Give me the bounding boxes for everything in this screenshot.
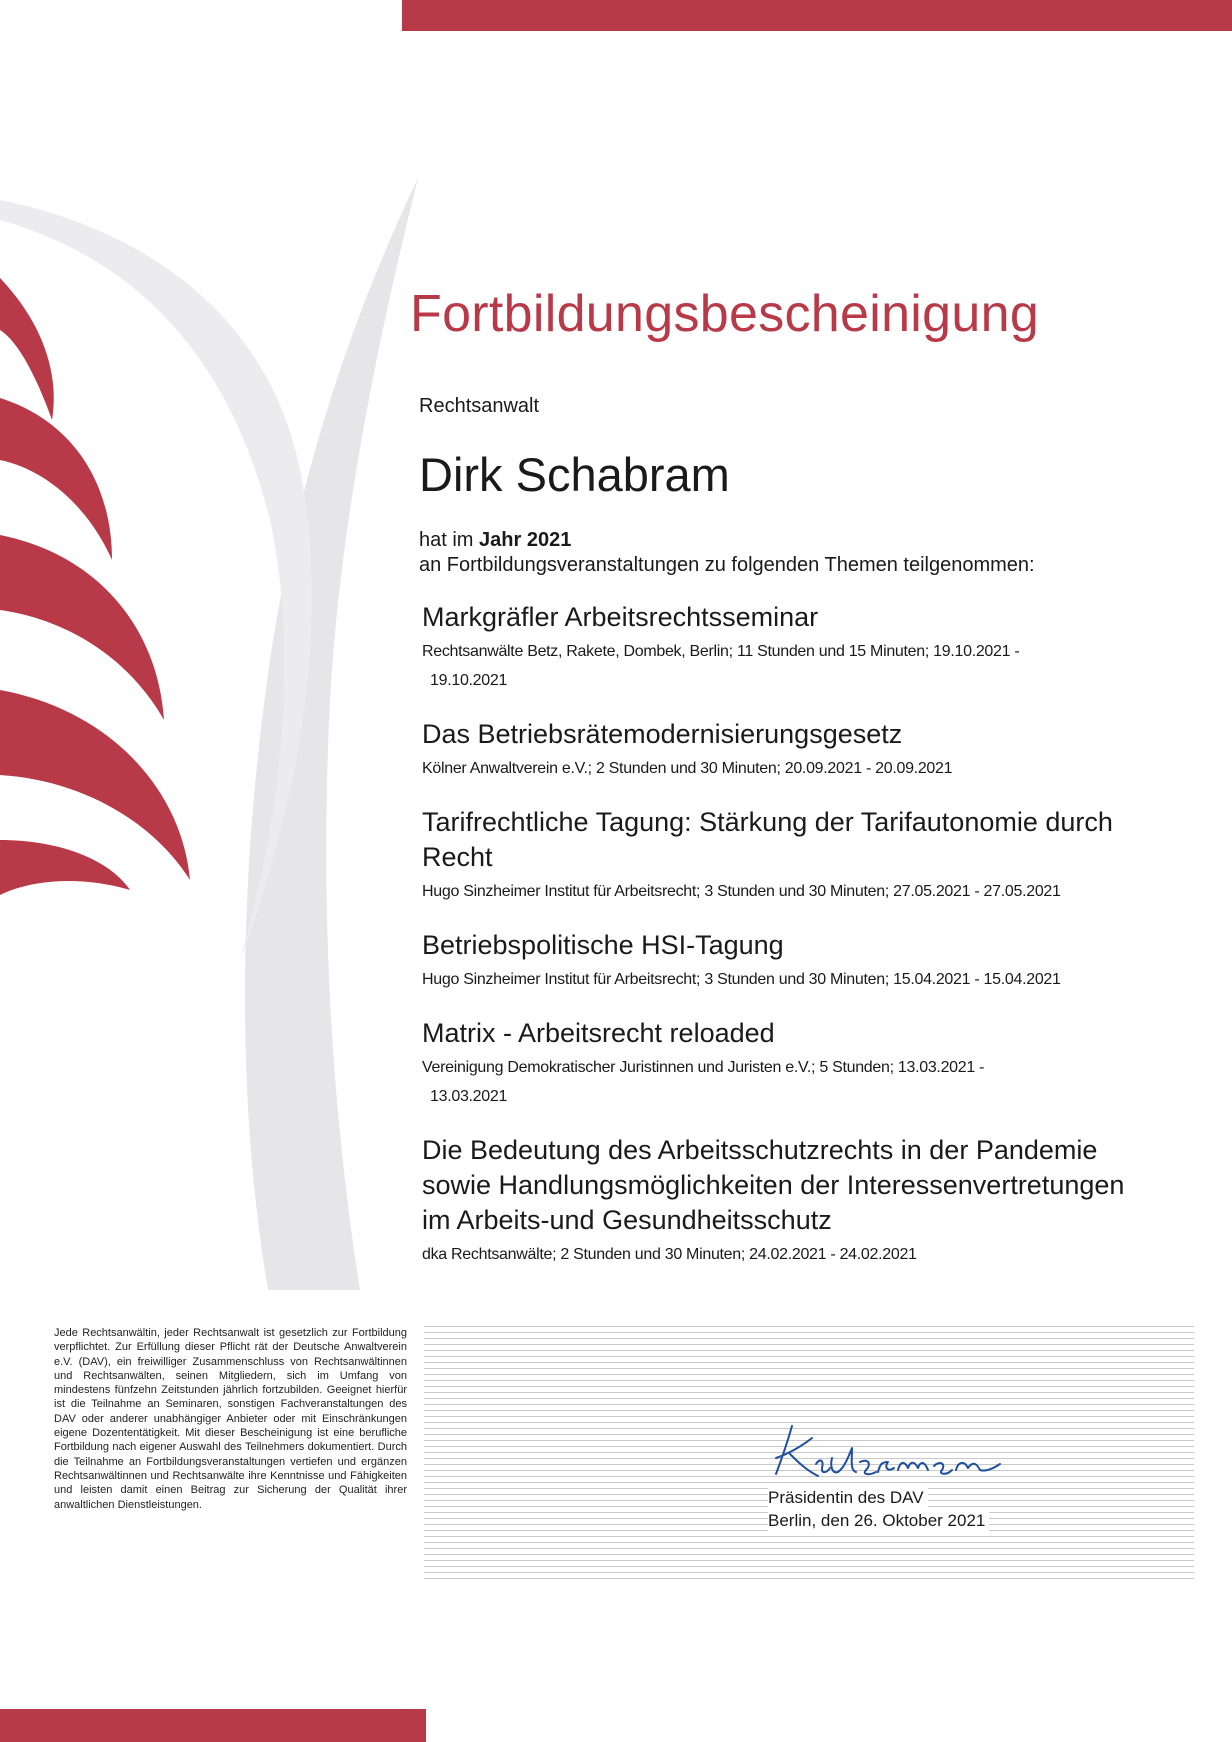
event-details-text: dka Rechtsanwälte; 2 Stunden und 30 Minuten; 24.02.2021 - 24.02.2021 <box>422 1246 917 1263</box>
event-details <box>422 1240 1142 1269</box>
event-item <box>422 600 1142 695</box>
intro-prefix: hat im <box>419 529 480 551</box>
intro-year: Jahr 2021 <box>479 529 572 551</box>
event-details <box>422 637 1142 695</box>
event-item <box>422 805 1142 906</box>
event-details-cont: 13.03.2021 <box>430 1088 508 1105</box>
intro-line-2: an Fortbildungsveranstaltungen zu folgenden Themen teilgenommen: <box>419 554 1035 576</box>
event-item <box>422 1133 1142 1269</box>
legal-disclaimer: Jede Rechtsanwältin, jeder Rechtsanwalt ist gesetzlich zur Fortbildung verpflichtet. Zur Erfüllung dieser Pflicht rät der Deutsche Anwaltverein e.V. (DAV), ein freiwilliger Zusammenschluss von Rechtsanwältinnen und Rechtsanwälten, seinen Mitgliedern, sich im Umfang von mindestens fünfzehn Zeitstunden jährlich fortzubilden. Geeignet hierfür ist die Teilnahme an Seminaren, sonstigen Fachveranstaltungen des DAV oder anderer unabhängiger Anbieter oder mit Einschränkungen eigene Dozententätigkeit. Mit dieser Bescheinigung ist eine berufliche Fortbildung nach eigener Auswahl des Teilnehmers dokumentiert. Durch die Teilnahme an Fortbildungsveranstaltungen vertiefen und ergänzen Rechtsanwältinnen und Rechtsanwälte ihre Kenntnisse und Fähigkeiten und leisten damit einen Beitrag zur Sicherung der Qualität ihrer anwaltlichen Dienstleistungen. <box>54 1327 407 1511</box>
event-item <box>422 928 1142 994</box>
bottom-accent-bar <box>0 1709 426 1742</box>
salutation: Rechtsanwalt <box>419 395 540 417</box>
recipient-name: Dirk Schabram <box>419 448 730 501</box>
event-details-text: Hugo Sinzheimer Institut für Arbeitsrecht; 3 Stunden und 30 Minuten; 27.05.2021 - 27.05.2021 <box>422 883 1061 900</box>
signatory-role: Präsidentin des DAV <box>768 1486 928 1509</box>
gray-swoosh-shape <box>245 178 418 1290</box>
event-item <box>422 1016 1142 1111</box>
event-details-text: Hugo Sinzheimer Institut für Arbeitsrecht; 3 Stunden und 30 Minuten; 15.04.2021 - 15.04.2021 <box>422 971 1061 988</box>
event-title: Das Betriebsrätemodernisierungsgesetz <box>422 719 903 749</box>
event-details <box>422 1053 1142 1111</box>
event-details-text: Rechtsanwälte Betz, Rakete, Dombek, Berlin; 11 Stunden und 15 Minuten; 19.10.2021 - <box>422 643 1020 660</box>
event-details <box>422 754 1142 783</box>
event-details <box>422 965 1142 994</box>
red-swoosh-5 <box>0 840 130 895</box>
event-title: Tarifrechtliche Tagung: Stärkung der Tarifautonomie durch Recht <box>422 807 1113 872</box>
event-details <box>422 877 1142 906</box>
event-details-text: Vereinigung Demokratischer Juristinnen und Juristen e.V.; 5 Stunden; 13.03.2021 - <box>422 1059 985 1076</box>
intro-text <box>419 528 1035 578</box>
event-item <box>422 717 1142 783</box>
signature-image <box>768 1418 1030 1488</box>
red-swoosh-1 <box>0 278 54 420</box>
event-details-text: Kölner Anwaltverein e.V.; 2 Stunden und 30 Minuten; 20.09.2021 - 20.09.2021 <box>422 760 953 777</box>
event-title: Markgräfler Arbeitsrechtsseminar <box>422 602 819 632</box>
event-title: Betriebspolitische HSI-Tagung <box>422 930 784 960</box>
red-swoosh-2 <box>0 398 112 560</box>
event-title: Die Bedeutung des Arbeitsschutzrechts in der Pandemie sowie Handlungsmöglichkeiten der Interessenvertretungen im Arbeits-und Gesundheitsschutz <box>422 1135 1125 1235</box>
signature-place-date: Berlin, den 26. Oktober 2021 <box>768 1509 989 1532</box>
intro-line-1 <box>419 528 1035 553</box>
red-swoosh-group <box>0 278 190 895</box>
event-details-cont: 19.10.2021 <box>430 672 508 689</box>
event-title: Matrix - Arbeitsrecht reloaded <box>422 1018 775 1048</box>
document-title: Fortbildungsbescheinigung <box>410 285 1040 343</box>
red-swoosh-3 <box>0 535 164 720</box>
event-list <box>422 600 1142 1291</box>
